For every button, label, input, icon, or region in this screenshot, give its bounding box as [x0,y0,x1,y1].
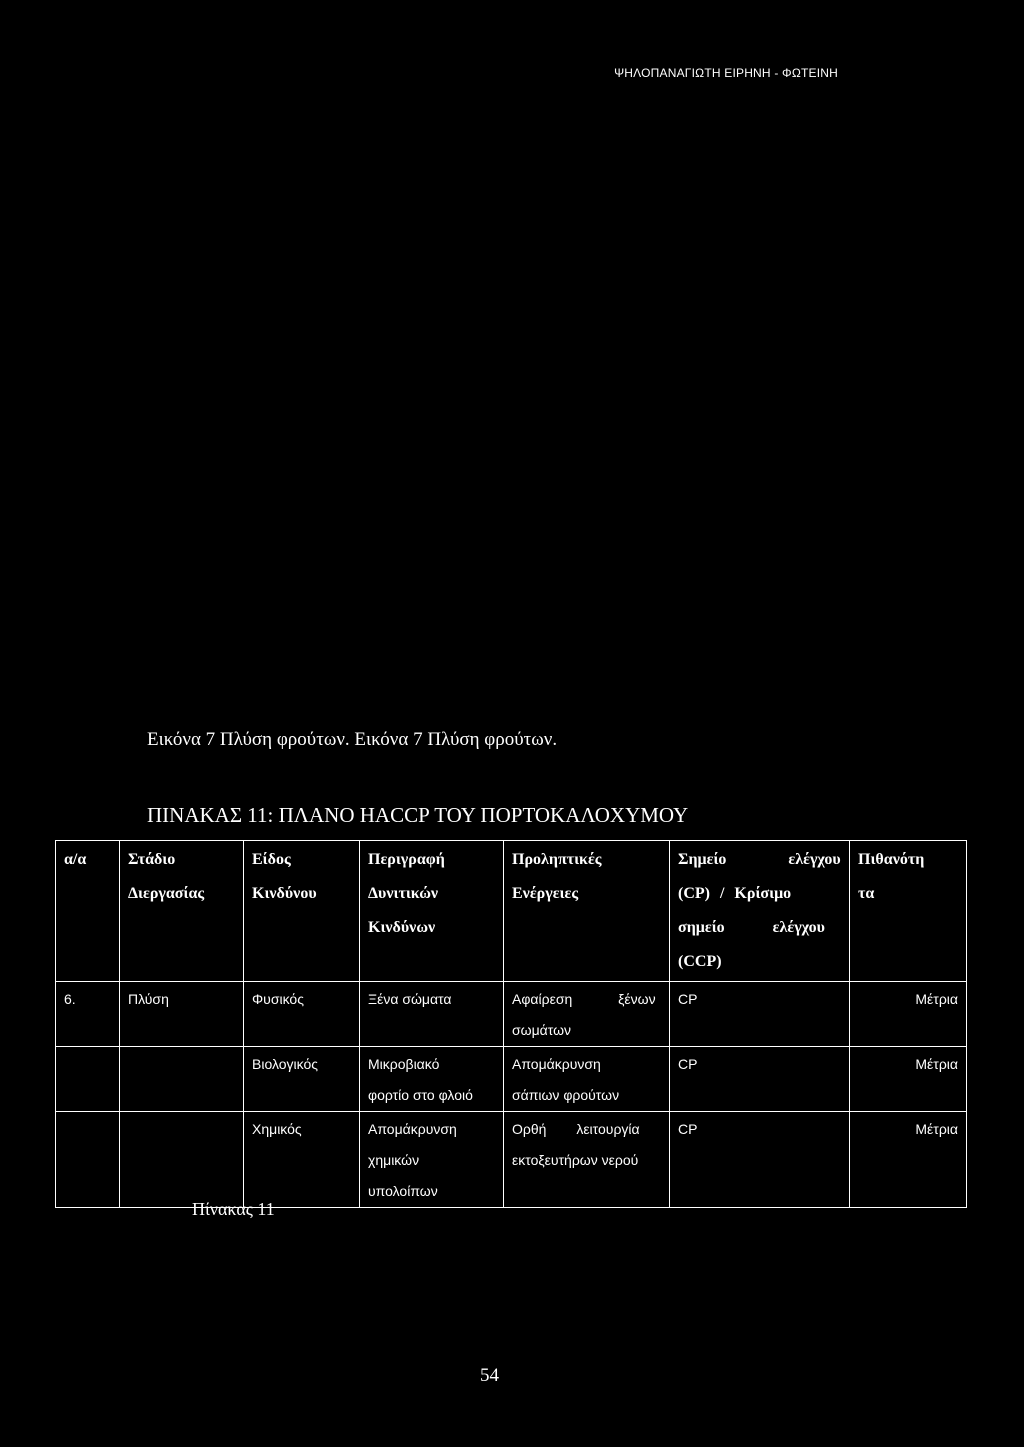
header-cell-control-point: Σημείο ελέγχου (CP) / Κρίσιμο σημείο ελέγχου (CCP) [670,841,850,982]
figure-caption: Εικόνα 7 Πλύση φρούτων. Εικόνα 7 Πλύση φρούτων. [147,729,558,750]
table-caption: Πίνακας 11 [192,1199,275,1219]
cell-description: Μικροβιακό φορτίο στο φλοιό [360,1047,504,1112]
cell-control-point: CP [670,1112,850,1208]
cell-actions: Αφαίρεση ξένων σωμάτων [504,982,670,1047]
cell-hazard-type: Βιολογικός [244,1047,360,1112]
cell-num [56,1112,120,1208]
header-cell-probability: Πιθανότη τα [850,841,967,982]
cell-hazard-type: Φυσικός [244,982,360,1047]
cell-actions: Απομάκρυνση σάπιων φρούτων [504,1047,670,1112]
table-header-row [56,841,967,982]
header-cell-num: α/α [56,841,120,982]
cell-stage: Πλύση [120,982,244,1047]
header-cell-hazard-type: Είδος Κινδύνου [244,841,360,982]
cell-num: 6. [56,982,120,1047]
cell-control-point: CP [670,982,850,1047]
haccp-table [55,840,967,1208]
running-header: ΨΗΛΟΠΑΝΑΓΙΩΤΗ ΕΙΡΗΝΗ - ΦΩΤΕΙΝΗ [614,66,838,80]
header-cell-stage: Στάδιο Διεργασίας [120,841,244,982]
cell-control-point: CP [670,1047,850,1112]
cell-probability: Μέτρια [850,982,967,1047]
table-row [56,1047,967,1112]
page-number: 54 [480,1365,499,1386]
cell-probability: Μέτρια [850,1047,967,1112]
cell-description: Απομάκρυνση χημικών υπολοίπων [360,1112,504,1208]
cell-actions: Ορθή λειτουργία εκτοξευτήρων νερού [504,1112,670,1208]
cell-stage [120,1047,244,1112]
cell-stage [120,1112,244,1208]
cell-probability: Μέτρια [850,1112,967,1208]
header-cell-actions: Προληπτικές Ενέργειες [504,841,670,982]
table-title: ΠΙΝΑΚΑΣ 11: ΠΛΑΝΟ HACCP ΤΟΥ ΠΟΡΤΟΚΑΛΟΧΥΜΟΥ [147,803,689,827]
cell-hazard-type: Χημικός [244,1112,360,1208]
table-row [56,982,967,1047]
cell-description: Ξένα σώματα [360,982,504,1047]
header-cell-description: Περιγραφή Δυνιτικών Κινδύνων [360,841,504,982]
table-row [56,1112,967,1208]
cell-num [56,1047,120,1112]
